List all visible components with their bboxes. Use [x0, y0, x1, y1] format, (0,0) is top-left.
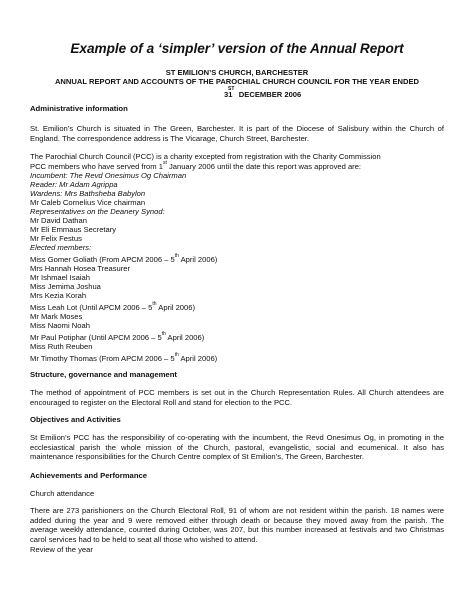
report-heading: ANNUAL REPORT AND ACCOUNTS OF THE PAROCHIAL CHURCH COUNCIL FOR THE YEAR ENDED — [54, 77, 420, 86]
deanery-member-1: Mr David Dathan — [30, 216, 87, 225]
structure-paragraph: The method of appointment of PCC members is set out in the Church Representation Rules. All Church attendees are encouraged to register on the Electoral Roll and stand for election to the PCC. — [30, 388, 444, 407]
deanery-label: Representatives on the Deanery Synod: — [30, 207, 165, 216]
admin-paragraph: St. Emilion’s Church is situated in The Green, Barchester. It is part of the Diocese of Salisbury within the Church of England. The correspondence address is The Vicarage, Church Street, Barchester. — [30, 124, 444, 143]
date-superscript: ST — [228, 86, 235, 92]
elected-member-1: Miss Gomer Goliath (From APCM 2006 – 5th April 2006) — [30, 253, 218, 264]
incumbent: Incumbent: The Revd Onesimus Og Chairman — [30, 171, 187, 180]
elected-label: Elected members: — [30, 243, 92, 252]
elected-member-7: Mr Mark Moses — [30, 312, 83, 321]
elected-member-8: Miss Naomi Noah — [30, 321, 90, 330]
deanery-member-2: Mr Eli Emmaus Secretary — [30, 225, 117, 234]
structure-heading: Structure, governance and management — [30, 370, 177, 379]
elected-member-9: Mr Paul Potiphar (Until APCM 2006 – 5th April 2006) — [30, 331, 205, 342]
reader: Reader: Mr Adam Agrippa — [30, 180, 118, 189]
date-day: 31 — [224, 90, 233, 99]
warden-2: Mr Caleb Cornelius Vice chairman — [30, 198, 146, 207]
objectives-heading: Objectives and Activities — [30, 415, 121, 424]
elected-member-5: Mrs Kezia Korah — [30, 291, 87, 300]
church-attendance-subheading: Church attendance — [30, 489, 95, 498]
wardens: Wardens: Mrs Bathsheba Babylon — [30, 189, 146, 198]
elected-member-2: Mrs Hannah Hosea Treasurer — [30, 264, 131, 273]
pcc-served: PCC members who have served from 1st January 2006 until the date this report was approved are: — [30, 160, 362, 171]
objectives-paragraph: St Emilion’s PCC has the responsibility of co-operating with the incumbent, the Revd Onesimus Og, in promoting in the ecclesiastical parish the whole mission of the Church, pastoral, evangelistic, social and ecumenical. It also has maintenance responsibilities for the Church Centre complex of St Emilion’s, The Green, Barchester. — [30, 433, 444, 462]
elected-member-6: Miss Leah Lot (Until APCM 2006 – 5th April 2006) — [30, 301, 195, 312]
elected-member-3: Mr Ishmael Isaiah — [30, 273, 90, 282]
deanery-member-3: Mr Felix Festus — [30, 234, 82, 243]
elected-member-11: Mr Timothy Thomas (From APCM 2006 – 5th April 2006) — [30, 352, 218, 363]
achievements-heading: Achievements and Performance — [30, 471, 148, 480]
church-name: ST EMILION’S CHURCH, BARCHESTER — [165, 68, 309, 77]
report-date — [224, 90, 301, 99]
admin-heading: Administrative information — [30, 104, 128, 113]
elected-member-4: Miss Jemima Joshua — [30, 282, 101, 291]
achievements-paragraph: There are 273 parishioners on the Church Electoral Roll, 91 of whom are not resident within the parish. 18 names were added during the year and 9 were removed either through death or because they moved away from the parish. The average weekly attendance, counted during October, was 207, but this number increased at festivals and two Christmas carol services had to be held to seat all those who wished to attend. — [30, 506, 444, 544]
elected-member-10: Miss Ruth Reuben — [30, 342, 93, 351]
review-subheading: Review of the year — [30, 545, 93, 554]
pcc-intro: The Parochial Church Council (PCC) is a charity excepted from registration with the Charity Commission — [30, 152, 381, 161]
document-title: Example of a ‘simpler’ version of the Annual Report — [70, 41, 404, 56]
date-rest: DECEMBER 2006 — [238, 90, 302, 99]
